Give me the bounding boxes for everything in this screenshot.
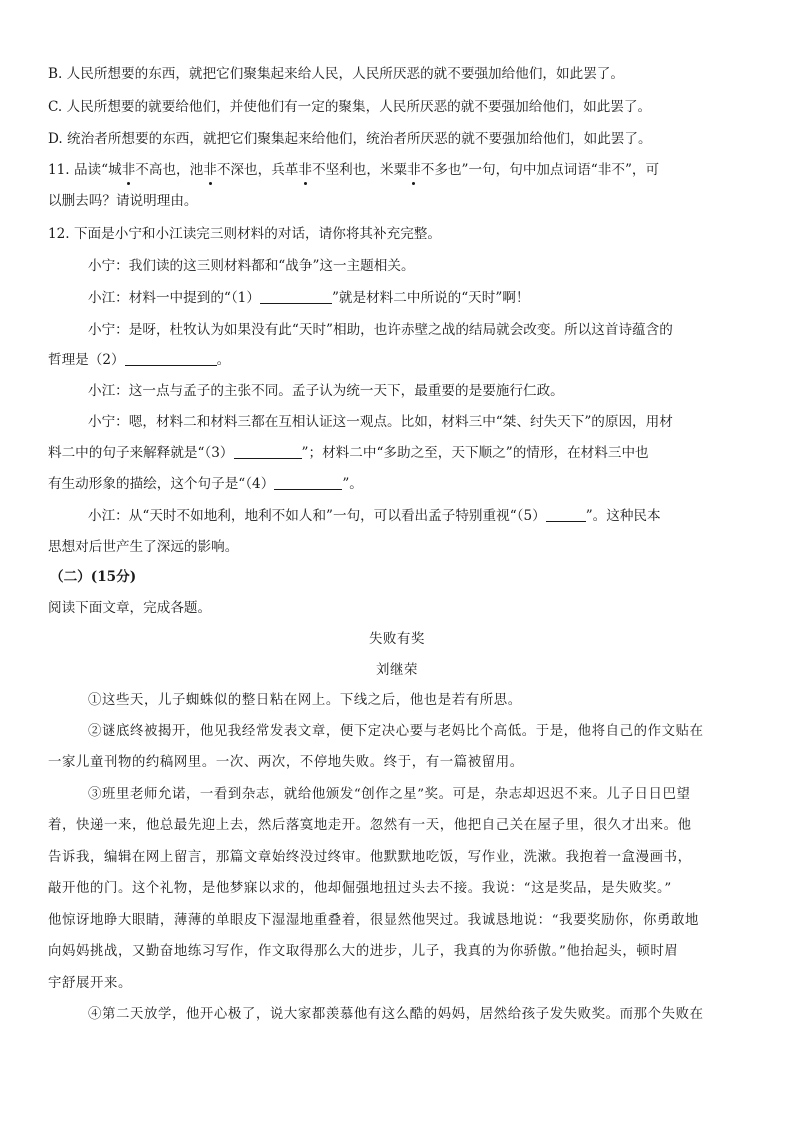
article-paragraph: 敲开他的门。这个礼物，是他梦寐以求的，他却倔强地扭过头去不接。我说：“这是奖品，是失败奖。” <box>48 881 672 896</box>
dialogue-text: ”就是材料二中所说的“天时”啊！ <box>331 290 530 306</box>
q11-text: 不多也”一句，句中加点词语“非不”，可 <box>420 162 660 178</box>
dialogue-line <box>48 350 748 370</box>
dialogue-text: 料二中的句子来解释就是“（3） <box>48 445 234 461</box>
question-12-stem: 12. 下面是小宁和小江读完三则材料的对话，请你将其补充完整。 <box>48 226 441 242</box>
section-instruction: 阅读下面文章，完成各题。 <box>48 600 212 616</box>
dialogue-text: ”。这种民本 <box>585 508 661 524</box>
article-paragraph: ④第二天放学，他开心极了，说大家都羡慕他有这么酷的妈妈，居然给孩子发失败奖。而那个失败在 <box>88 1007 704 1022</box>
article-paragraph: 着，快递一来，他总最先迎上去，然后落寞地走开。忽然有一天，他把自己关在屋子里，很久才出来。他 <box>48 818 692 833</box>
question-11-line-1 <box>48 160 748 180</box>
option-d: D. 统治者所想要的东西，就把它们聚集起来给他们，统治者所厌恶的就不要强加给他们，如此罢了。 <box>48 131 652 147</box>
dialogue-line <box>48 474 748 494</box>
q11-text: 不坚利也，米粟 <box>311 162 408 178</box>
answer-blank-1[interactable] <box>260 289 332 304</box>
answer-blank-3[interactable] <box>234 444 302 459</box>
emphasis-dot-char: 非 <box>298 162 312 178</box>
dialogue-line: 思想对后世产生了深远的影响。 <box>48 539 239 555</box>
dialogue-line <box>48 443 748 463</box>
dialogue-line <box>88 288 748 308</box>
article-paragraph: 告诉我，编辑在网上留言，那篇文章始终没过终审。他默默地吃饭，写作业，洗漱。我抱着一盒漫画书， <box>48 850 692 865</box>
emphasis-dot-char: 非 <box>203 162 217 178</box>
dialogue-text: 哲理是（2） <box>48 352 125 368</box>
emphasis-dot-char: 非 <box>407 162 421 178</box>
article-paragraph: ③班里老师允诺，一看到杂志，就给他颁发“创作之星”奖。可是，杂志却迟迟不来。儿子日日巴望 <box>88 787 691 802</box>
dialogue-text: 有生动形象的描绘，这个句子是“（4） <box>48 476 275 492</box>
q11-text: 不深也，兵革 <box>216 162 299 178</box>
dialogue-text: 小江：材料一中提到的“（1） <box>88 290 260 306</box>
article-paragraph: 一家儿童刊物的约稿网里。一次、两次，不停地失败。终于，有一篇被留用。 <box>48 755 524 770</box>
option-b: B. 人民所想要的东西，就把它们聚集起来给人民，人民所厌恶的就不要强加给他们，如此罢了。 <box>48 66 624 82</box>
article-paragraph: ①这些天，儿子蜘蛛似的整日粘在网上。下线之后，他也是若有所思。 <box>88 693 522 708</box>
answer-blank-5[interactable] <box>546 507 586 522</box>
article-paragraph: ②谜底终被揭开，他见我经常发表文章，便下定决心要与老妈比个高低。于是，他将自己的作文贴在 <box>88 724 704 739</box>
article-paragraph: 他惊讶地睁大眼睛，薄薄的单眼皮下湿湿地重叠着，很显然他哭过。我诚恳地说：“我要奖励你，你勇敢地 <box>48 913 700 928</box>
answer-blank-2[interactable] <box>125 351 217 366</box>
dialogue-line: 小宁：嗯，材料二和材料三都在互相认证这一观点。比如，材料三中“桀、纣失天下”的原因，用材 <box>88 414 673 430</box>
dialogue-text: 。 <box>216 352 231 368</box>
dialogue-line <box>88 506 748 526</box>
dialogue-text: 小江：从“天时不如地利，地利不如人和”一句，可以看出孟子特别重视“（5） <box>88 508 546 524</box>
emphasis-dot-char: 非 <box>121 162 136 178</box>
section-heading: （二）(15分) <box>50 569 137 585</box>
dialogue-text: ”。 <box>342 476 363 492</box>
article-title: 失败有奖 <box>369 632 425 647</box>
article-author: 刘继荣 <box>376 663 418 678</box>
article-paragraph: 宇舒展开来。 <box>48 976 132 991</box>
dialogue-line: 小江：这一点与孟子的主张不同。孟子认为统一天下，最重要的是要施行仁政。 <box>88 383 564 399</box>
dialogue-text: ”；材料二中“多助之至，天下顺之”的情形，在材料三中也 <box>301 445 649 461</box>
dialogue-line: 小宁：我们读的这三则材料都和“战争”这一主题相关。 <box>88 258 415 274</box>
answer-blank-4[interactable] <box>274 475 342 490</box>
option-c: C. 人民所想要的就要给他们，并使他们有一定的聚集，人民所厌恶的就不要强加给他们，如此罢了。 <box>48 99 652 115</box>
dialogue-line: 小宁：是呀，杜牧认为如果没有此“天时”相助，也许赤壁之战的结局就会改变。所以这首诗蕴含的 <box>88 322 673 338</box>
q11-text: 11. 品读“城 <box>48 162 122 178</box>
article-paragraph: 向妈妈挑战，又勤奋地练习写作，作文取得那么大的进步，儿子，我真的为你骄傲。”他抬起头，顿时眉 <box>48 944 679 959</box>
question-11-line-2: 以删去吗？请说明理由。 <box>48 193 198 209</box>
q11-text: 不高也，池 <box>135 162 204 178</box>
